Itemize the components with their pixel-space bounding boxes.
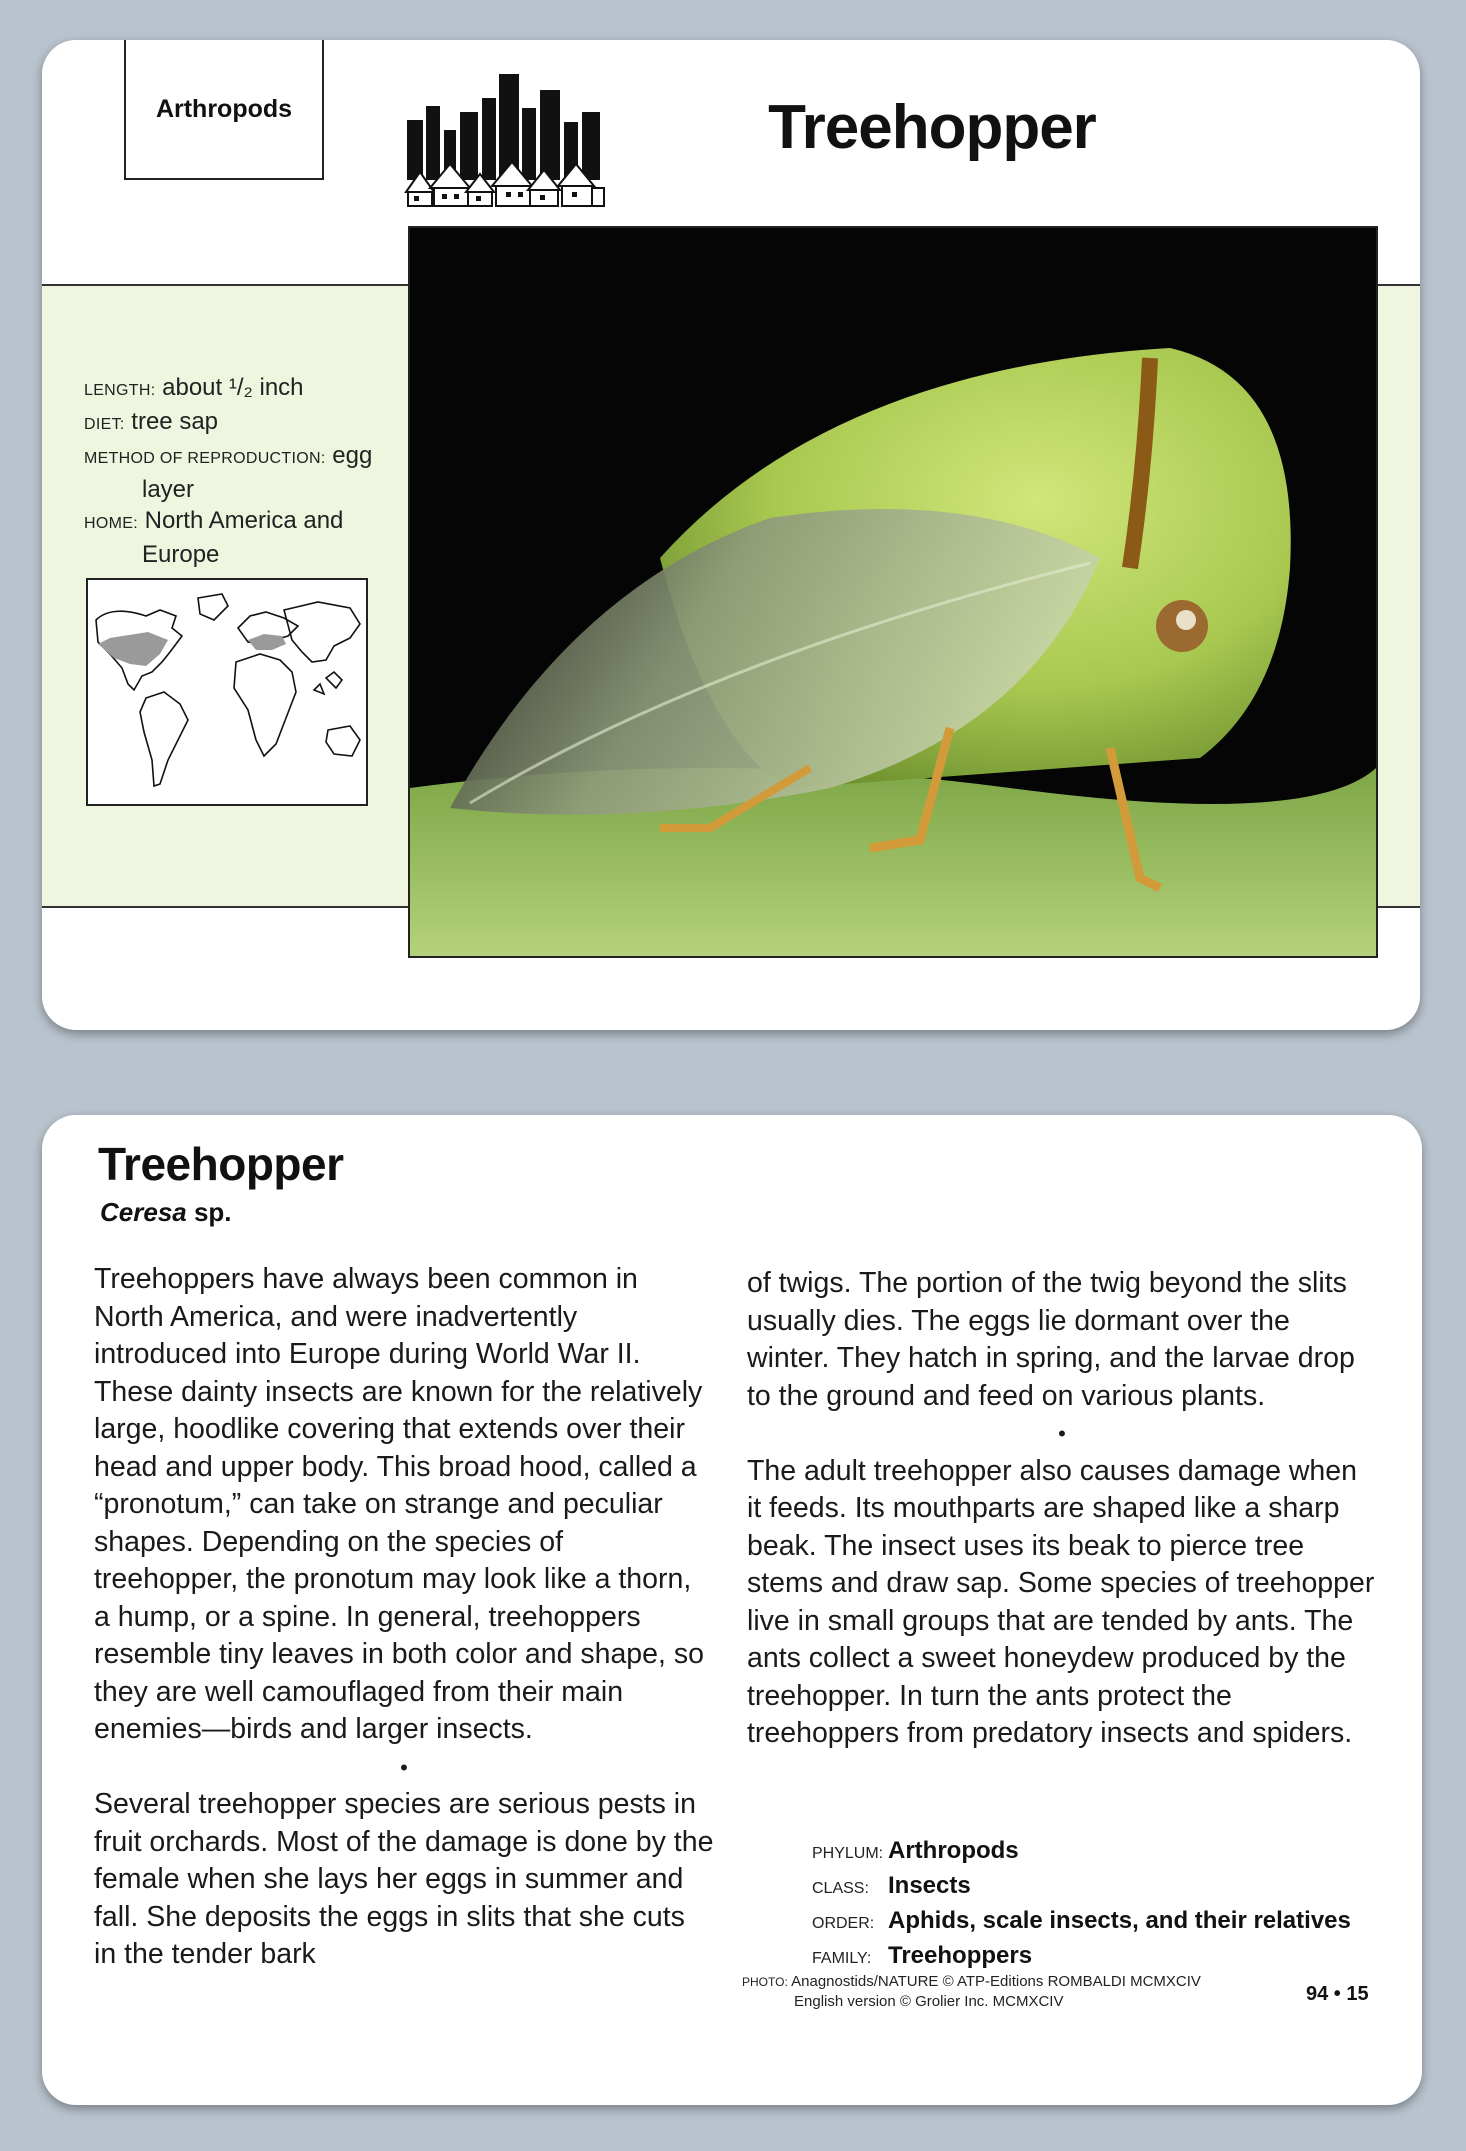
taxonomy (812, 1835, 1351, 1975)
world-range-map-icon (88, 580, 366, 804)
card-back (42, 1115, 1422, 2105)
card-front (42, 40, 1420, 1030)
paragraph: of twigs. The portion of the twig beyond the slits usually dies. The eggs lie dormant over the winter. They hatch in spring, and the larvae drop to the ground and feed on various plants. (747, 1267, 1355, 1412)
taxonomy-class (812, 1870, 1351, 1905)
credit-key: PHOTO: (742, 1975, 788, 1989)
treehopper-image (410, 228, 1376, 956)
range-map (86, 578, 368, 806)
text-column-1 (94, 1261, 714, 1974)
category-label: Arthropods (124, 40, 324, 180)
fact-home-value-cont: Europe (142, 541, 220, 568)
taxonomy-value: Treehoppers (888, 1942, 1033, 1969)
fact-length-key: LENGTH: (84, 382, 156, 399)
credit-line-2: English version © Grolier Inc. MCMXCIV (794, 1993, 1064, 2010)
fact-diet (84, 406, 404, 440)
taxonomy-key: PHYLUM: (812, 1845, 884, 1862)
fact-reproduction-key: METHOD OF REPRODUCTION: (84, 450, 326, 467)
taxonomy-value: Insects (888, 1872, 971, 1899)
fact-diet-key: DIET: (84, 416, 125, 433)
species-suffix: sp. (186, 1197, 232, 1227)
credit-line-1 (742, 1972, 1201, 1992)
fact-home-value: North America and (144, 507, 344, 534)
fact-length (84, 372, 404, 406)
paragraph: Treehoppers have always been common in North America, and were inadvertently introduced into Europe during World War II. These dainty insects are known for the relatively large, hoodlike covering that extends over their head and upper body. This broad hood, called a “pronotum,” can take on strange and peculiar shapes. Depending on the species of treehopper, the pronotum may look like a thorn, a hump, or a spine. In general, treehoppers resemble tiny leaves in both color and shape, so they are well camouflaged from their main enemies—birds and larger insects. (94, 1263, 704, 1745)
genus-name: Ceresa (100, 1197, 187, 1227)
treehopper-photo (408, 226, 1378, 958)
card-title: Treehopper (768, 93, 1096, 162)
separator-dot: • (400, 1754, 408, 1780)
fact-reproduction (84, 440, 404, 474)
fact-home (84, 505, 404, 539)
taxonomy-key: FAMILY: (812, 1950, 872, 1967)
fact-diet-value: tree sap (131, 408, 219, 435)
credit-text: Anagnostids/NATURE © ATP-Editions ROMBALDI MCMXCIV (791, 1973, 1201, 1990)
photo-credits (742, 1972, 1201, 2011)
taxonomy-key: ORDER: (812, 1915, 875, 1932)
city-buildings-houses-icon (402, 60, 607, 210)
fact-reproduction-value: egg (332, 442, 373, 469)
taxonomy-value: Aphids, scale insects, and their relatives (888, 1907, 1351, 1934)
taxonomy-key: CLASS: (812, 1880, 869, 1897)
fact-length-value: about ¹/₂ inch (162, 374, 304, 401)
separator-dot: • (1058, 1421, 1066, 1446)
species-title: Treehopper (98, 1138, 344, 1190)
taxonomy-family (812, 1940, 1351, 1975)
taxonomy-order (812, 1905, 1351, 1940)
fact-reproduction-value-cont: layer (142, 476, 195, 503)
fact-home-key: HOME: (84, 515, 138, 532)
taxonomy-phylum (812, 1835, 1351, 1870)
text-column-2 (747, 1265, 1377, 1753)
scientific-name (100, 1197, 232, 1228)
taxonomy-value: Arthropods (888, 1837, 1019, 1864)
paragraph: Several treehopper species are serious pests in fruit orchards. Most of the damage is done by the female when she lays her eggs in summer and fall. She deposits the eggs in slits that she cuts in the tender bark (94, 1788, 714, 1970)
paragraph: The adult treehopper also causes damage when it feeds. Its mouthparts are shaped like a sharp beak. The insect uses its beak to pierce tree stems and draw sap. Some species of treehopper live in small groups that are tended by ants. The ants collect a sweet honeydew produced by the treehopper. In turn the ants protect the treehoppers from predatory insects and spiders. (747, 1454, 1375, 1749)
card-code: 94 • 15 (1306, 1983, 1369, 2005)
facts-list (84, 372, 404, 570)
